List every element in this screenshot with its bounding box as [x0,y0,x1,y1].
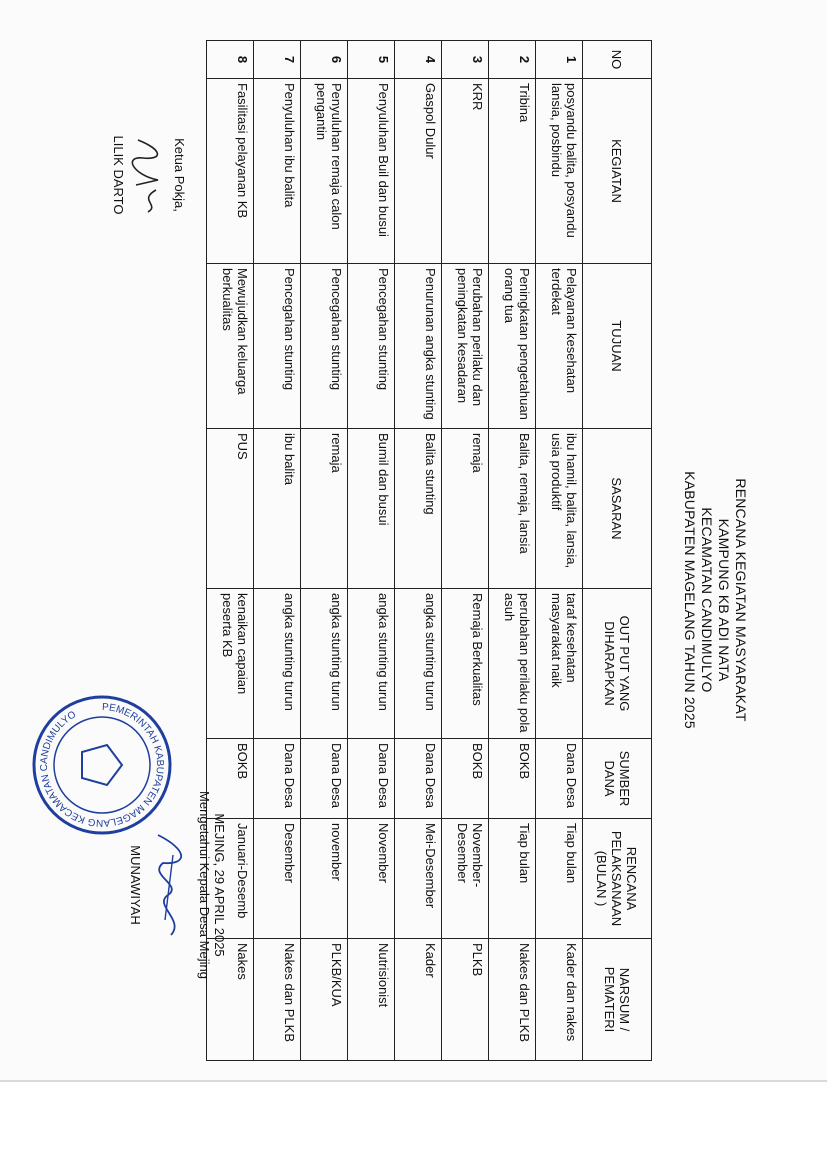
table-header-row [583,41,652,1061]
title-line: KAMPUNG KB ADI NATA [716,518,732,682]
cell-sasaran: Bumil dan busui [348,429,395,589]
cell-kegiatan: Penyuluhan ibu balita [254,79,301,264]
cell-tujuan: Pencegahan stunting [254,264,301,429]
cell-sumber: Dana Desa [348,739,395,819]
cell-no: 7 [254,41,301,79]
header-sasaran: SASARAN [583,429,652,589]
cell-tujuan: Peningkatan pengetahuan orang tua [489,264,536,429]
cell-sumber: BOKB [489,739,536,819]
header-tujuan: TUJUAN [583,264,652,429]
cell-kegiatan: Penyuluhan Buil dan busui [348,79,395,264]
header-no: NO [583,41,652,79]
paper-edge [0,1080,827,1082]
signature-role: Mengetahui Kepala Desa Mejing [197,791,212,979]
cell-sasaran: PUS [207,429,254,589]
cell-sasaran: ibu hamil, balita, lansia, usia produktif [536,429,583,589]
cell-tujuan: Mewujudkan keluarga berkualitas [207,264,254,429]
cell-narsum: Nakes dan PLKB [489,939,536,1061]
cell-rencana: november [301,819,348,939]
header-output: OUT PUT YANG DIHARAPKAN [583,589,652,739]
header-narsum: NARSUM / PEMATERI [583,939,652,1061]
signature-name: LILIK DARTO [111,135,126,215]
cell-sasaran: remaja [301,429,348,589]
header-kegiatan: KEGIATAN [583,79,652,264]
table-row [536,41,583,1061]
cell-narsum: Nutrisionist [348,939,395,1061]
cell-rencana: November-Desember [442,819,489,939]
cell-narsum: Nakes [207,939,254,1061]
table-row [489,41,536,1061]
cell-no: 2 [489,41,536,79]
cell-sumber: Dana Desa [536,739,583,819]
cell-sumber: BOKB [207,739,254,819]
cell-no: 3 [442,41,489,79]
stamp-text: PEMERINTAH KABUPATEN MAGELANG KECAMATAN CANDIMULYO [38,701,166,829]
official-stamp-icon [27,690,177,840]
table-row [254,41,301,1061]
header-sumber-dana: SUMBER DANA [583,739,652,819]
cell-output: Remaja Berkualitas [442,589,489,739]
header-rencana-pelaksanaan: RENCANA PELAKSANAAN (BULAN ) [583,819,652,939]
cell-narsum: PLKB/KUA [301,939,348,1061]
cell-no: 6 [301,41,348,79]
cell-rencana: November [348,819,395,939]
signature-name: MUNAWIYAH [128,845,143,925]
cell-sumber: Dana Desa [254,739,301,819]
handwritten-signature-icon [128,130,168,220]
table-row [348,41,395,1061]
cell-output: taraf kesehatan masyarakat naik [536,589,583,739]
signature-role: Ketua Pokja, [172,138,187,212]
activity-plan-table [206,40,652,1061]
cell-narsum: Kader [395,939,442,1061]
title-line: KABUPATEN MAGELANG TAHUN 2025 [682,471,698,729]
cell-kegiatan: Penyuluhan remaja calon pengantin [301,79,348,264]
document-title [681,300,749,900]
table-row [395,41,442,1061]
signature-block-left [111,85,187,265]
cell-kegiatan: KRR [442,79,489,264]
cell-kegiatan: Gaspol Dulur [395,79,442,264]
signature-place-date: MEJING, 29 APRIL 2025 [212,813,227,957]
title-line: RENCANA KEGIATAN MASYARAKAT [733,478,749,722]
cell-tujuan: Pencegahan stunting [348,264,395,429]
cell-tujuan: Pelayanan kesehatan terdekat [536,264,583,429]
cell-kegiatan: Fasilitasi pelayanan KB [207,79,254,264]
cell-sasaran: Balita, remaja, lansia [489,429,536,589]
cell-rencana: Januari-Desemb [207,819,254,939]
table-row [301,41,348,1061]
cell-sasaran: remaja [442,429,489,589]
handwritten-signature-icon [143,825,193,945]
cell-output: kenaikan capaian peserta KB [207,589,254,739]
cell-output: angka stunting turun [301,589,348,739]
cell-tujuan: Pencegahan stunting [301,264,348,429]
cell-sasaran: ibu balita [254,429,301,589]
cell-sumber: Dana Desa [395,739,442,819]
cell-rencana: Tiap bulan [489,819,536,939]
cell-output: angka stunting turun [348,589,395,739]
cell-rencana: Tiap bulan [536,819,583,939]
cell-no: 1 [536,41,583,79]
cell-no: 5 [348,41,395,79]
cell-sasaran: Balita stunting [395,429,442,589]
cell-rencana: Mei-Desember [395,819,442,939]
cell-narsum: PLKB [442,939,489,1061]
cell-tujuan: Penurunan angka stunting [395,264,442,429]
cell-no: 4 [395,41,442,79]
cell-sumber: Dana Desa [301,739,348,819]
cell-kegiatan: posyandu balita, posyandu lansia, posbindu [536,79,583,264]
cell-output: perubahan perilaku pola asuh [489,589,536,739]
title-line: KECAMATAN CANDIMULYO [699,507,715,693]
cell-narsum: Nakes dan PLKB [254,939,301,1061]
cell-sumber: BOKB [442,739,489,819]
cell-no: 8 [207,41,254,79]
table-row [442,41,489,1061]
cell-output: angka stunting turun [395,589,442,739]
cell-output: angka stunting turun [254,589,301,739]
cell-narsum: Kader dan nakes [536,939,583,1061]
cell-kegiatan: Tribina [489,79,536,264]
cell-tujuan: Perubahan perilaku dan peningkatan kesadaran [442,264,489,429]
cell-rencana: Desember [254,819,301,939]
